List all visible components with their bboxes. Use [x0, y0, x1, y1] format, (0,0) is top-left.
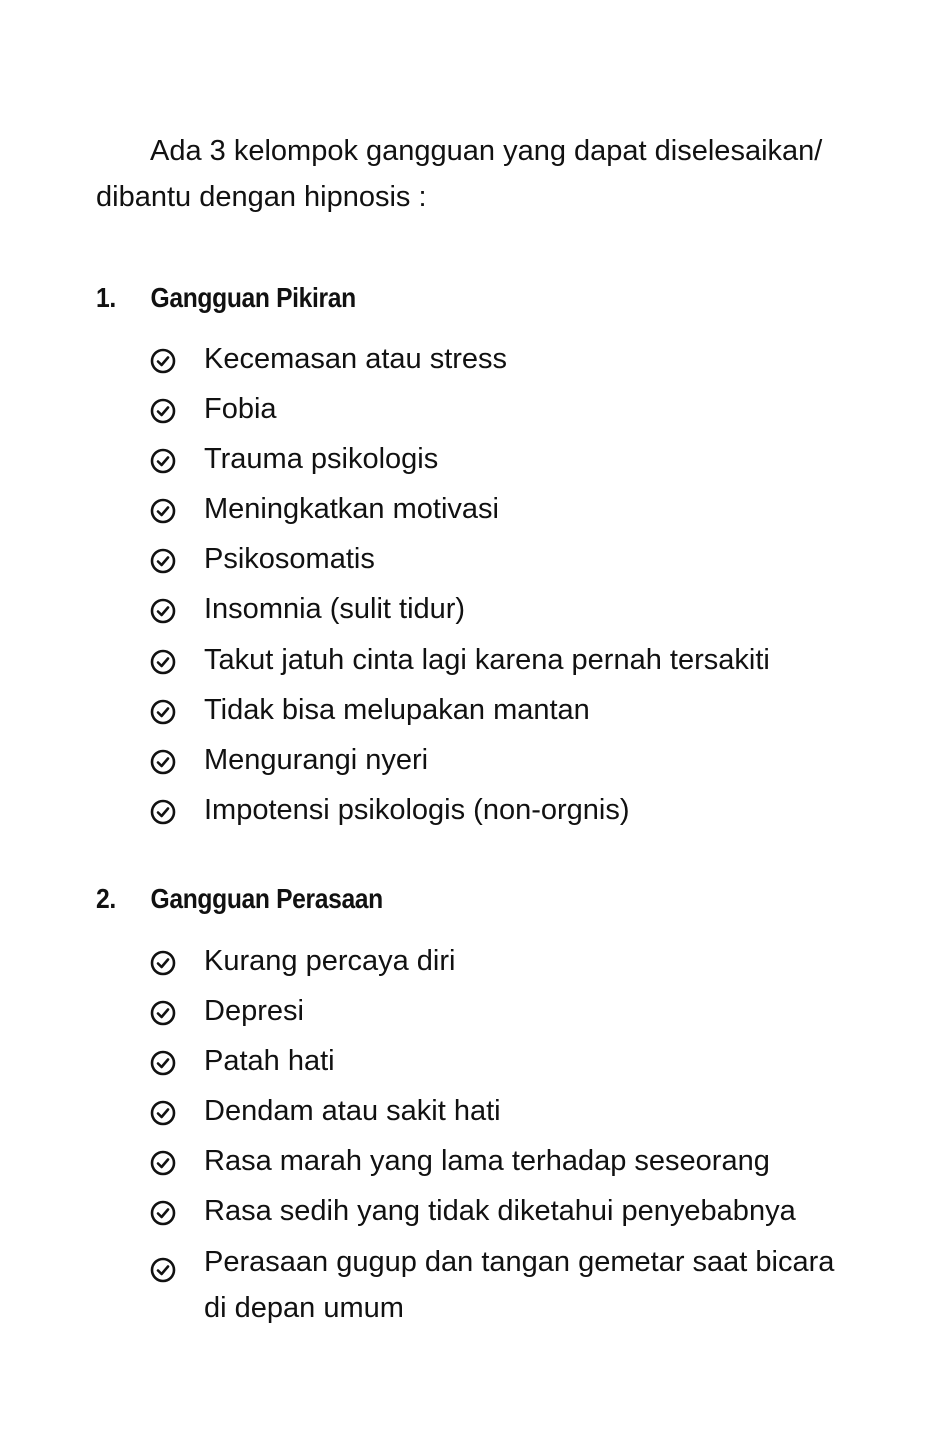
check-circle-icon [150, 1000, 176, 1026]
check-circle-icon [150, 1150, 176, 1176]
list-item-text: Patah hati [204, 1045, 335, 1078]
list-item-text: Trauma psikologis [204, 443, 439, 476]
check-circle-icon [150, 1100, 176, 1126]
section-number: 2. [96, 883, 116, 914]
list-item-text: Dendam atau sakit hati [204, 1095, 501, 1128]
check-circle-icon [150, 548, 176, 574]
intro-line-1: Ada 3 kelompok gangguan yang dapat diselesaikan/ [150, 135, 823, 167]
check-circle-icon [150, 348, 176, 374]
section-number: 1. [96, 282, 116, 313]
check-circle-icon [150, 699, 176, 725]
check-circle-icon [150, 498, 176, 524]
check-circle-icon [150, 1200, 176, 1226]
list-item-text: Takut jatuh cinta lagi karena pernah tersakiti [204, 643, 770, 676]
list-item-text: Mengurangi nyeri [204, 743, 429, 776]
list-item [148, 1144, 844, 1194]
check-circle-icon [150, 749, 176, 775]
list-item [148, 944, 844, 994]
section-2-list [148, 944, 844, 1337]
section-heading-2 [96, 882, 383, 916]
list-item-text: Meningkatkan motivasi [204, 493, 499, 526]
check-circle-icon [150, 950, 176, 976]
list-item-text: Rasa marah yang lama terhadap seseorang [204, 1145, 770, 1178]
section-title: Gangguan Pikiran [150, 282, 356, 313]
list-item [148, 994, 844, 1044]
list-item-text: Kurang percaya diri [204, 945, 456, 977]
check-circle-icon [150, 398, 176, 424]
list-item-text: Kecemasan atau stress [204, 343, 508, 375]
list-item-text: Depresi [204, 995, 304, 1028]
intro-paragraph [96, 128, 856, 220]
list-item [148, 1245, 844, 1337]
list-item-text: Perasaan gugup dan tangan gemetar saat bicara di depan umum [204, 1245, 835, 1324]
list-item-text: Tidak bisa melupakan mantan [204, 693, 590, 726]
section-heading-1 [96, 281, 356, 315]
check-circle-icon [150, 598, 176, 624]
intro-line-2: dibantu dengan hipnosis : [96, 181, 427, 213]
list-item-text: Psikosomatis [204, 543, 375, 576]
list-item [148, 1094, 844, 1144]
list-item-text: Insomnia (sulit tidur) [204, 593, 466, 626]
check-circle-icon [150, 649, 176, 675]
check-circle-icon [150, 1257, 176, 1283]
section-title: Gangguan Perasaan [150, 883, 383, 914]
list-item [148, 1194, 844, 1244]
list-item-text: Impotensi psikologis (non-orgnis) [204, 793, 630, 826]
list-item [148, 1044, 844, 1094]
list-item-text: Fobia [204, 393, 277, 426]
check-circle-icon [150, 448, 176, 474]
list-item-text: Rasa sedih yang tidak diketahui penyebabnya [204, 1195, 796, 1228]
check-circle-icon [150, 1050, 176, 1076]
check-circle-icon [150, 799, 176, 825]
